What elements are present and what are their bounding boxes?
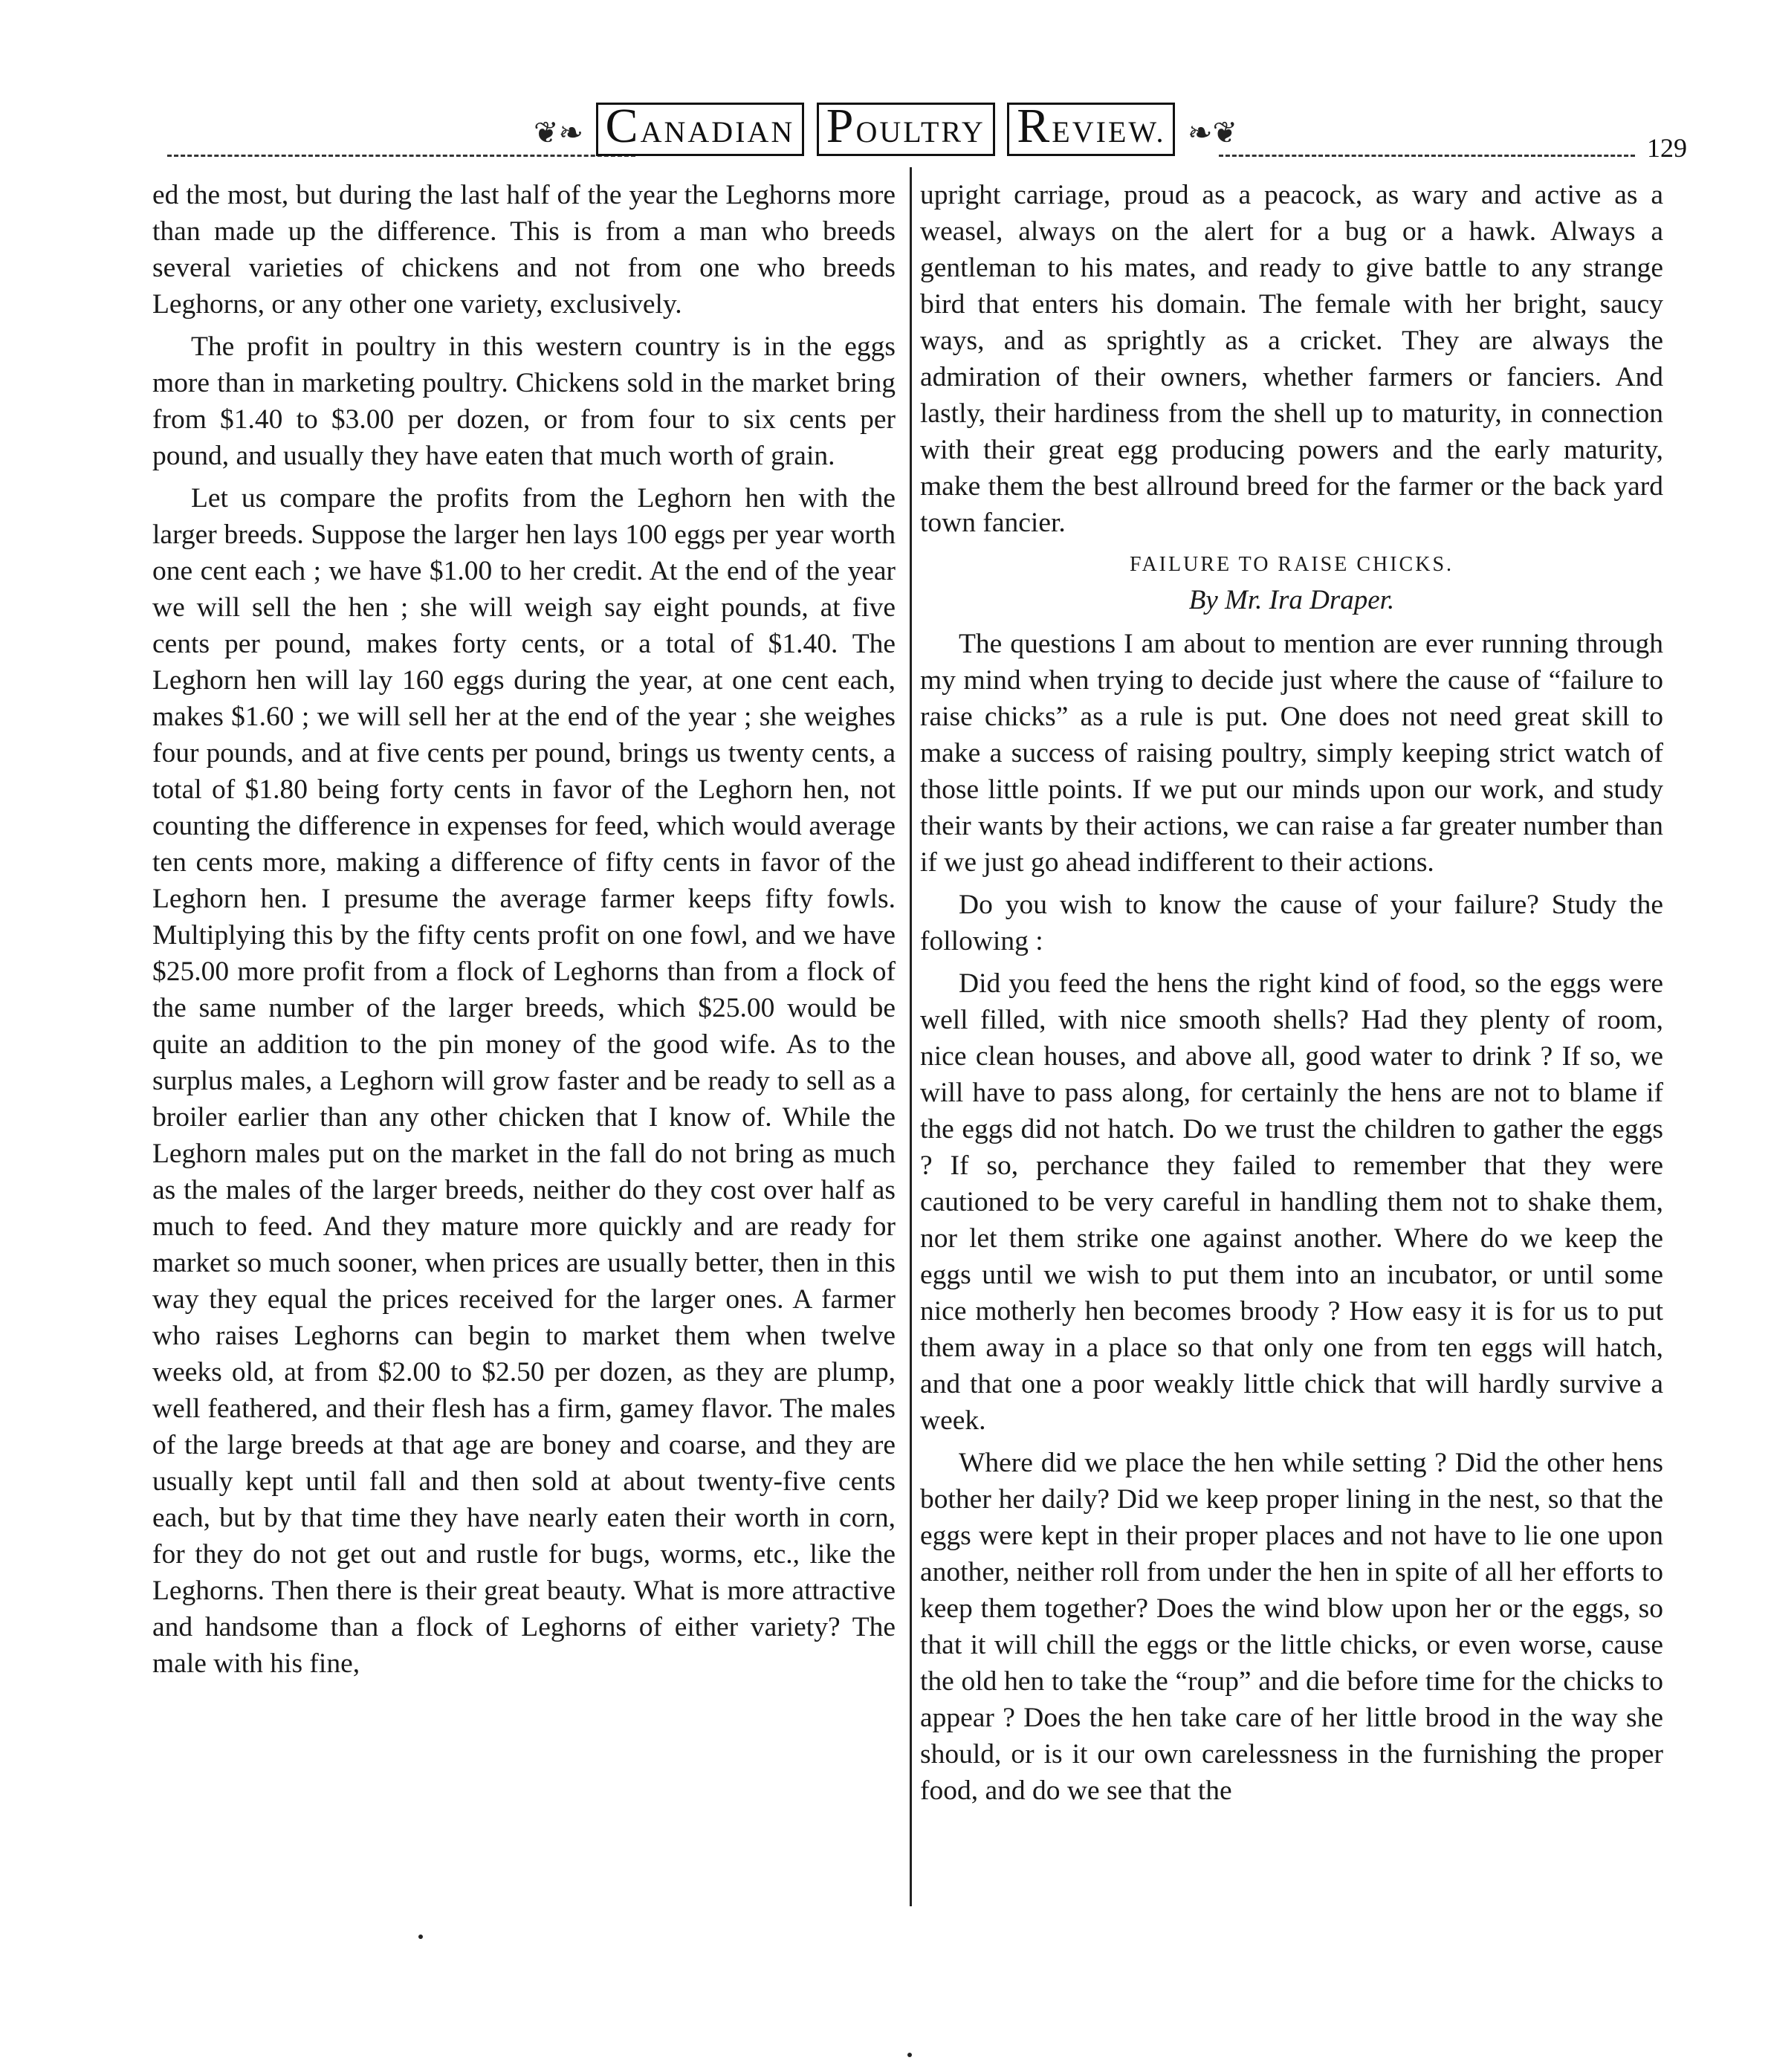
left-paragraph-3: Let us compare the profits from the Leghorn hen with the larger breeds. Suppose the larger hen lays 100 eggs per year worth one cent each ; we have $1.00 to her credit. At the end of the year we will sell the hen ; she will weigh say eight pounds, at five cents per pound, makes forty cents, or a total of $1.40. The Leghorn hen will lay 160 eggs during the year, at one cent each, makes $1.60 ; we will sell her at the end of the year ; she weighes four pounds, and at five cents per pound, brings us twenty cents, a total of $1.80 being forty cents in favor of the Leghorn hen, not counting the difference in expenses for feed, which would average ten cents more, making a difference of fifty cents in favor of the Leghorn hen. I presume the average farmer keeps fifty fowls. Multiplying this by the fifty cents profit on one fowl, and we have $25.00 more profit from a flock of Leghorns than from a flock of the same number of the larger breeds, which $25.00 would be quite an addition to the pin money of the good wife. As to the surplus males, a Leghorn will grow faster and be ready to sell as a broiler earlier than any other chicken that I know of. While the Leghorn males put on the market in the fall do not bring as much as the males of the larger breeds, neither do they cost over half as much to feed. And they mature more quickly and are ready for market so much sooner, when prices are usually better, then in this way they equal the prices received for the larger ones. A farmer who raises Leghorns can begin to market them when twelve weeks old, at from $2.00 to $2.50 per dozen, as they are plump, well feathered, and their flesh has a firm, gamey flavor. The males of the large breeds at that age are boney and coarse, and they are usually kept until fall and then sold at about twenty-five cents each, but by that time they have nearly eaten their worth in corn, for they do not get out and rustle for bugs, worms, etc., like the Leghorns. Then there is their great beauty. What is more attractive and handsome than a flock of Leghorns of either variety? The male with his fine, — [152, 483, 896, 1679]
right-paragraph-3: Did you feed the hens the right kind of food, so the eggs were well filled, with nice smooth shells? Had they plenty of room, nice clean houses, and above all, good water to drink ? If so, we will have to pass along, for certainly the hens are not to blame if the eggs did not hatch. Do we trust the children to gather the eggs ? If so, perchance they failed to remember that they were cautioned to be very careful in handling them not to shake them, nor let them strike one against another. Where do we keep the eggs until we wish to put them into an incubator, or until some nice motherly hen becomes broody ? How easy it is for us to put them away in a place so that only one from ten eggs will hatch, and that one a poor weakly little chick that will hardly survive a week. — [920, 968, 1663, 1436]
article-heading: FAILURE TO RAISE CHICKS. — [1129, 553, 1454, 576]
journal-title — [0, 99, 1771, 156]
right-paragraph-2: Do you wish to know the cause of your failure? Study the following : — [920, 890, 1663, 956]
title-word-canadian: CANADIAN — [596, 103, 805, 156]
title-word-review: REVIEW. — [1007, 103, 1175, 156]
ornament-right-icon: ❧❦ — [1187, 116, 1237, 150]
article-byline: By Mr. Ira Draper. — [1188, 585, 1395, 615]
page-number: 129 — [1647, 133, 1687, 163]
right-column — [920, 177, 1663, 1815]
title-word-poultry: POULTRY — [817, 103, 995, 156]
left-column — [152, 177, 896, 1688]
right-lead-paragraph: upright carriage, proud as a peacock, as wary and active as a weasel, always on the alert for a bug or a hawk. Always a gentleman to his mates, and ready to give battle to any strange bird that enters his domain. The female with her bright, saucy ways, and as sprightly as a cricket. They are always the admiration of their owners, whether farmers or fanciers. And lastly, their hardiness from the shell up to maturity, in connection with their great egg producing powers and the early maturity, make them the best allround breed for the farmer or the back yard town fancier. — [920, 180, 1663, 538]
left-paragraph-1: ed the most, but during the last half of the year the Leghorns more than made up the difference. This is from a man who breeds several varieties of chickens and not from one who breeds Leghorns, or any other one variety, exclusively. — [152, 180, 896, 320]
print-speck — [418, 1935, 423, 1939]
print-speck — [907, 2053, 912, 2057]
right-paragraph-1: The questions I am about to mention are ever running through my mind when trying to decide just where the cause of “failure to raise chicks” as a rule is put. One does not need great skill to make a success of raising poultry, simply keeping strict watch of those little points. If we put our minds upon our work, and study their wants by their actions, we can raise a far greater number than if we just go ahead indifferent to their actions. — [920, 629, 1663, 878]
right-paragraph-4: Where did we place the hen while setting ? Did the other hens bother her daily? Did we keep proper lining in the nest, so that the eggs were kept in their proper places and not have to lie one upon another, neither roll from under the hen in spite of all her efforts to keep them together? Does the wind blow upon her or the eggs, so that it will chill the eggs or the little chicks, or even worse, cause the old hen to take the “roup” and die before time for the chicks to appear ? Does the hen take care of her little brood in the way she should, or is it our own carelessness in the furnishing the proper food, and do we see that the — [920, 1448, 1663, 1806]
ornament-left-icon: ❦❧ — [534, 116, 584, 150]
column-divider — [910, 167, 912, 1906]
left-paragraph-2: The profit in poultry in this western country is in the eggs more than in marketing poultry. Chickens sold in the market bring from $1.40 to $3.00 per dozen, or from four to six cents per pound, and usually they have eaten that much worth of grain. — [152, 331, 896, 471]
masthead — [0, 89, 1771, 171]
